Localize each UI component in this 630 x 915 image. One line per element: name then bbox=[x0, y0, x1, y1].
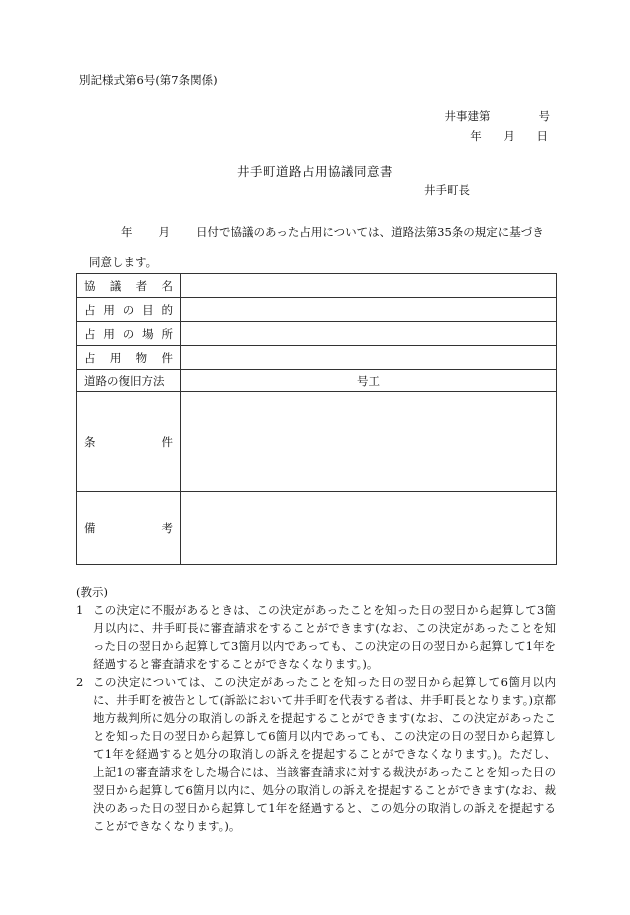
label-char: 条 bbox=[84, 434, 96, 449]
row-label-location bbox=[77, 322, 181, 346]
document-number bbox=[445, 108, 551, 124]
row-label-conditions bbox=[77, 392, 181, 492]
row-value-applicant bbox=[181, 274, 557, 298]
row-value-conditions bbox=[181, 392, 557, 492]
row-label-remarks bbox=[77, 492, 181, 565]
label-char: 考 bbox=[161, 521, 173, 535]
label-spread bbox=[84, 350, 173, 366]
label-char: 所 bbox=[161, 326, 173, 341]
label-char: 名 bbox=[161, 278, 173, 293]
label-char: 件 bbox=[161, 434, 173, 449]
date-day: 日 bbox=[536, 129, 548, 143]
date-year: 年 bbox=[470, 129, 482, 143]
row-value-purpose bbox=[181, 298, 557, 322]
table-row bbox=[77, 298, 557, 322]
instructions-heading: (教示) bbox=[76, 585, 108, 599]
label-char: 備 bbox=[84, 521, 96, 535]
label-char: 占 bbox=[84, 302, 96, 317]
label-spread bbox=[84, 302, 173, 318]
row-label-applicant bbox=[77, 274, 181, 298]
label-spread bbox=[84, 520, 173, 536]
body-line-2: 同意します。 bbox=[89, 255, 158, 269]
body-text: 日付で協議のあった占用については、道路法第35条の規定に基づき bbox=[196, 225, 544, 239]
label-spread bbox=[84, 278, 173, 294]
row-value-object bbox=[181, 346, 557, 370]
row-value-location bbox=[181, 322, 557, 346]
label-char: 占 bbox=[84, 326, 96, 341]
table-row bbox=[77, 370, 557, 392]
table-row bbox=[77, 392, 557, 492]
doc-number-suffix: 号 bbox=[538, 109, 550, 123]
table-row bbox=[77, 274, 557, 298]
label-char: 用 bbox=[103, 302, 115, 317]
instruction-text: この決定に不服があるときは、この決定があったことを知った日の翌日から起算して3箇月以内に、井手町長に審査請求をすることができます(なお、この決定があったことを知った日の翌日から起算して3箇月以内であっても、この決定の日の翌日から起算して1年を経過すると審査請求をすることができなくなります。)。 bbox=[93, 603, 557, 671]
label-char: 的 bbox=[161, 302, 173, 317]
label-char: 用 bbox=[103, 326, 115, 341]
body-month: 月 bbox=[158, 225, 170, 239]
label-char: 議 bbox=[109, 278, 122, 293]
instruction-number: 1 bbox=[76, 603, 84, 617]
label-char: 目 bbox=[142, 302, 154, 317]
label-spread bbox=[84, 434, 173, 450]
instructions bbox=[76, 583, 556, 835]
document-title: 井手町道路占用協議同意書 bbox=[236, 164, 393, 179]
row-value-remarks bbox=[181, 492, 557, 565]
instruction-item bbox=[76, 601, 556, 673]
label-char: 物 bbox=[135, 350, 148, 365]
date-month: 月 bbox=[503, 129, 515, 143]
label-char: の bbox=[122, 302, 135, 317]
body-line-1 bbox=[121, 224, 544, 240]
form-label: 別記様式第6号(第7条関係) bbox=[79, 73, 218, 87]
row-label-purpose bbox=[77, 298, 181, 322]
doc-number-prefix: 井事建第 bbox=[444, 109, 491, 123]
label-char: 用 bbox=[109, 350, 122, 365]
table-row bbox=[77, 322, 557, 346]
row-label-object bbox=[77, 346, 181, 370]
label-char: 件 bbox=[161, 350, 173, 365]
instruction-text: この決定については、この決定があったことを知った日の翌日から起算して6箇月以内に、井手町を被告として(訴訟において井手町を代表する者は、井手町長となります。)京都地方裁判所に処分の取消しの訴えを提起することができます(なお、この決定があったことを知った日の翌日から起算して6箇月以内であっても、この決定の日の翌日から起算して1年を経過すると処分の取消しの訴えを提起することができなくなります。)。ただし、上記1の審査請求をした場合には、当該審査請求に対する裁決があったことを知った日の翌日から起算して6箇月以内に、処分の取消しの訴えを提起することができます(なお、裁決のあった日の翌日から起算して1年を経過すると、この処分の取消しの訴えを提起することができなくなります。)。 bbox=[93, 675, 556, 833]
label-char: 占 bbox=[84, 350, 96, 365]
consent-table bbox=[76, 273, 557, 565]
issuer: 井手町長 bbox=[424, 183, 470, 197]
body-year: 年 bbox=[121, 225, 133, 239]
table-row bbox=[77, 346, 557, 370]
row-value-restoration: 号工 bbox=[181, 370, 557, 392]
instruction-number: 2 bbox=[76, 675, 84, 689]
label-spread bbox=[84, 326, 173, 342]
label-char: 場 bbox=[142, 326, 154, 341]
table-row bbox=[77, 492, 557, 565]
document-date bbox=[470, 128, 548, 144]
label-char: 協 bbox=[84, 278, 96, 293]
label-char: の bbox=[122, 326, 135, 341]
row-label-restoration: 道路の復旧方法 bbox=[77, 370, 181, 392]
instruction-item bbox=[76, 673, 556, 835]
label-char: 者 bbox=[135, 278, 148, 293]
